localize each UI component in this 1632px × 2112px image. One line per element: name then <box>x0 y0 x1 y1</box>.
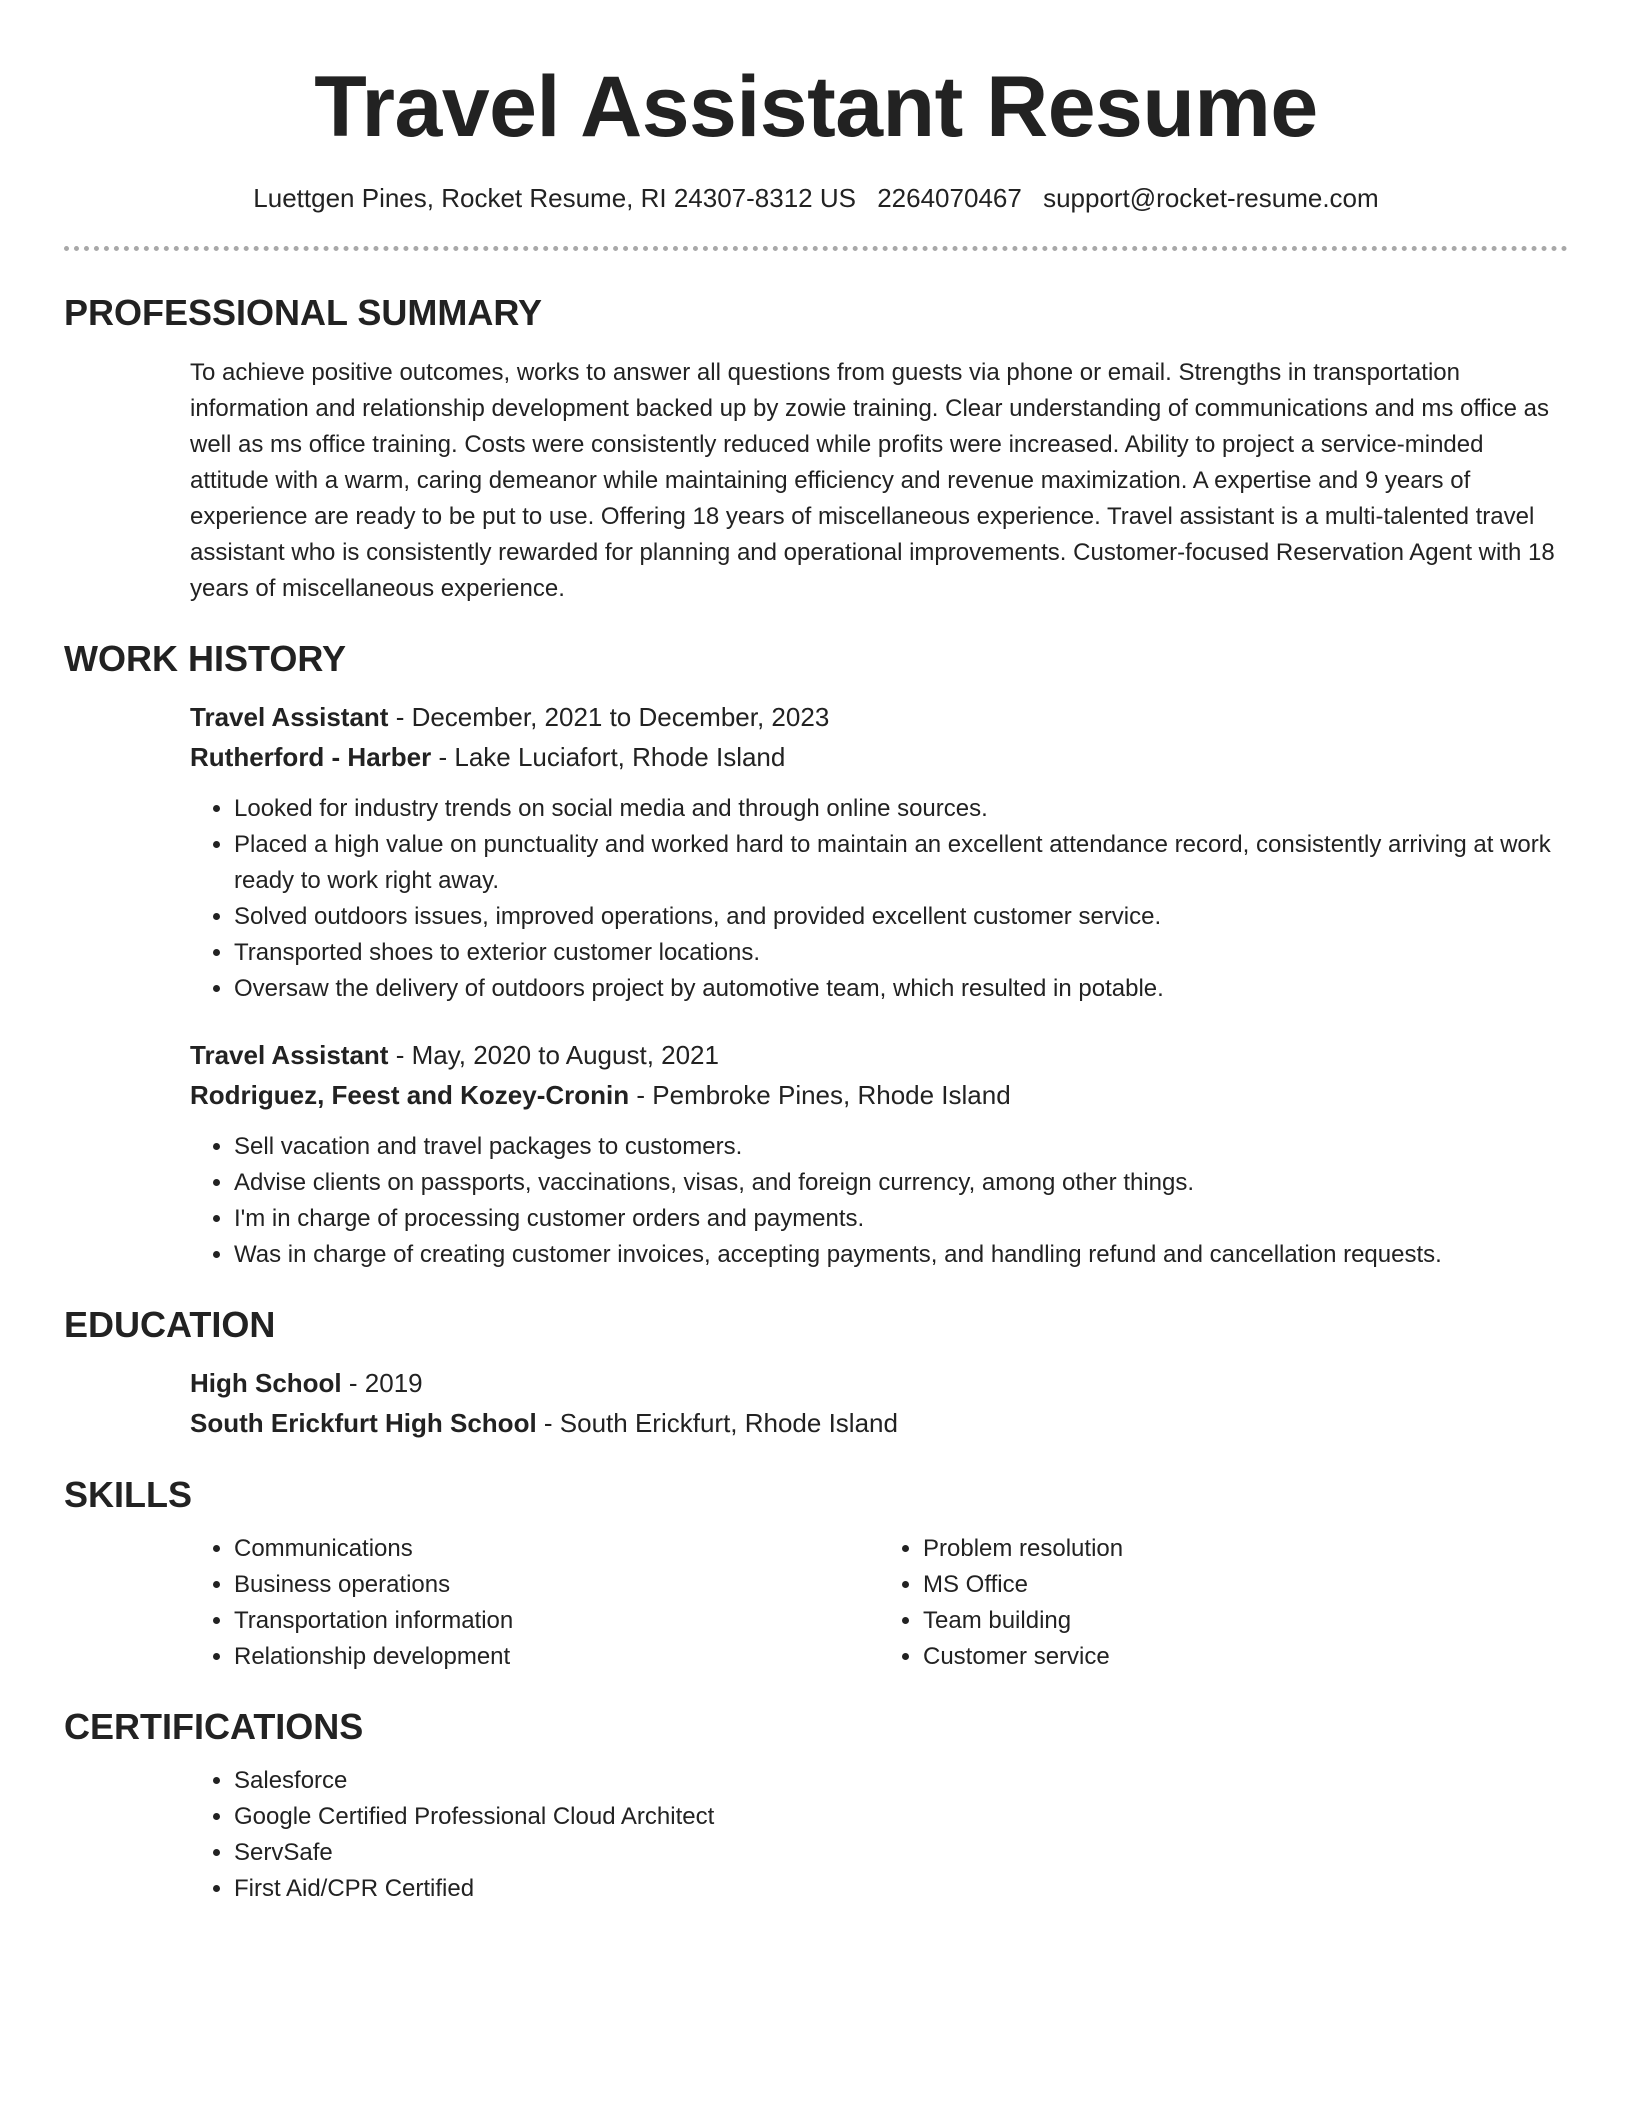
job-company-line <box>190 737 1568 777</box>
skills-list-right <box>879 1531 1568 1675</box>
education-school: South Erickfurt High School <box>190 1408 537 1438</box>
education-year: - 2019 <box>341 1368 423 1398</box>
education-heading: EDUCATION <box>64 1304 276 1345</box>
certifications-list <box>190 1763 1568 1907</box>
certification-item: • ServSafe <box>234 1835 1568 1871</box>
job-company-line <box>190 1075 1568 1115</box>
job-bullets <box>190 1129 1568 1273</box>
certification-item: • Google Certified Professional Cloud Architect <box>234 1799 1568 1835</box>
education-degree-line <box>190 1363 1568 1403</box>
contact-email: support@rocket-resume.com <box>1043 183 1379 213</box>
skill-item: • Customer service <box>923 1639 1568 1675</box>
job-title: Travel Assistant <box>190 1040 389 1070</box>
job-company: Rodriguez, Feest and Kozey-Cronin <box>190 1080 630 1110</box>
list-item: • Looked for industry trends on social media and through online sources. <box>234 791 1568 827</box>
summary-section <box>64 291 1568 607</box>
contact-info <box>64 178 1568 218</box>
list-item: • I'm in charge of processing customer orders and payments. <box>234 1201 1568 1237</box>
skill-item: • MS Office <box>923 1567 1568 1603</box>
header-divider <box>64 246 1568 251</box>
skill-item: • Business operations <box>234 1567 879 1603</box>
education-degree: High School <box>190 1368 342 1398</box>
skill-item: • Problem resolution <box>923 1531 1568 1567</box>
summary-text: To achieve positive outcomes, works to answer all questions from guests via phone or email. Strengths in transportation information and relationship development backed up by zowie training. Clear understanding of communications and ms office as well as ms office training. Costs were consistently reduced while profits were increased. Ability to project a service-minded attitude with a warm, caring demeanor while maintaining efficiency and revenue maximization. A expertise and 9 years of experience are ready to be put to use. Offering 18 years of miscellaneous experience. Travel assistant is a multi-talented travel assistant who is consistently rewarded for planning and operational improvements. Customer-focused Reservation Agent with 18 years of miscellaneous experience. <box>190 359 1555 602</box>
work-history-section <box>64 637 1568 1273</box>
list-item: • Was in charge of creating customer invoices, accepting payments, and handling refund and cancellation requests. <box>234 1237 1568 1273</box>
job-company: Rutherford - Harber <box>190 742 432 772</box>
job-dates: - December, 2021 to December, 2023 <box>388 702 830 732</box>
education-section <box>64 1303 1568 1443</box>
certification-item: • Salesforce <box>234 1763 1568 1799</box>
job-title-line <box>190 697 1568 737</box>
skills-columns <box>190 1531 1568 1675</box>
contact-phone: 2264070467 <box>877 183 1022 213</box>
skill-item: • Communications <box>234 1531 879 1567</box>
job-entry <box>64 1035 1568 1273</box>
job-bullets <box>190 791 1568 1007</box>
list-item: • Placed a high value on punctuality and worked hard to maintain an excellent attendance record, consistently arriving at work ready to work right away. <box>234 827 1568 899</box>
contact-address: Luettgen Pines, Rocket Resume, RI 24307-8312 US <box>253 183 856 213</box>
skill-item: • Transportation information <box>234 1603 879 1639</box>
skills-list-left <box>190 1531 879 1675</box>
skills-heading: SKILLS <box>64 1474 193 1515</box>
resume-title: Travel Assistant Resume <box>314 59 1318 155</box>
job-location: - Pembroke Pines, Rhode Island <box>629 1080 1011 1110</box>
job-title-line <box>190 1035 1568 1075</box>
list-item: • Sell vacation and travel packages to customers. <box>234 1129 1568 1165</box>
certifications-heading: CERTIFICATIONS <box>64 1706 364 1747</box>
job-location: - Lake Luciafort, Rhode Island <box>431 742 786 772</box>
list-item: • Advise clients on passports, vaccinations, visas, and foreign currency, among other things. <box>234 1165 1568 1201</box>
certification-item: • First Aid/CPR Certified <box>234 1871 1568 1907</box>
skill-item: • Relationship development <box>234 1639 879 1675</box>
summary-heading: PROFESSIONAL SUMMARY <box>64 292 543 333</box>
job-entry <box>64 697 1568 1007</box>
certifications-section <box>64 1705 1568 1907</box>
list-item: • Solved outdoors issues, improved operations, and provided excellent customer service. <box>234 899 1568 935</box>
skills-section <box>64 1473 1568 1675</box>
skill-item: • Team building <box>923 1603 1568 1639</box>
work-history-heading: WORK HISTORY <box>64 638 347 679</box>
list-item: • Transported shoes to exterior customer locations. <box>234 935 1568 971</box>
job-title: Travel Assistant <box>190 702 389 732</box>
education-school-line <box>190 1403 1568 1443</box>
education-location: - South Erickfurt, Rhode Island <box>536 1408 898 1438</box>
job-dates: - May, 2020 to August, 2021 <box>388 1040 719 1070</box>
list-item: • Oversaw the delivery of outdoors project by automotive team, which resulted in potable. <box>234 971 1568 1007</box>
